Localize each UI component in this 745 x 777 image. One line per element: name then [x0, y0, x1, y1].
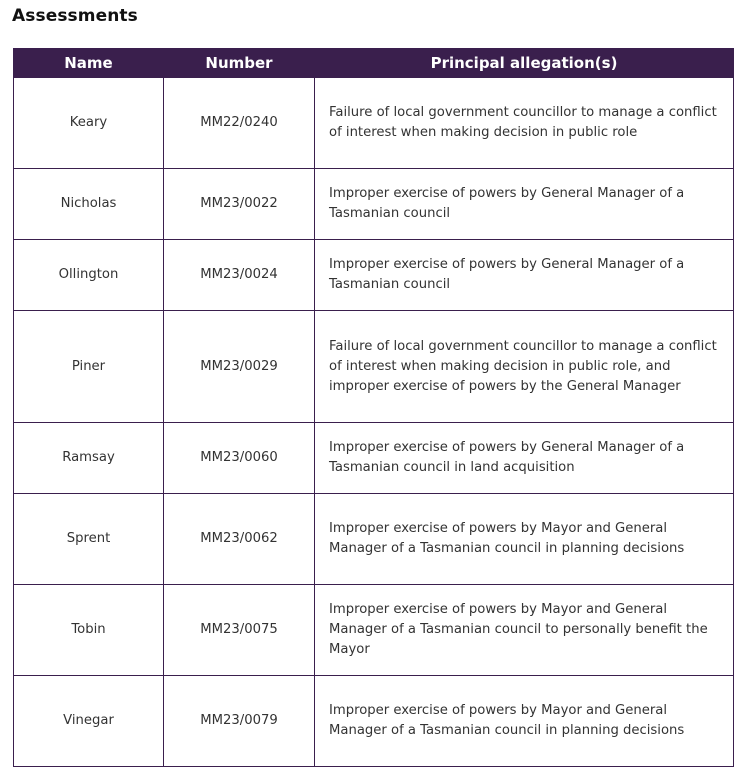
cell-name: Piner — [14, 311, 164, 423]
assessments-table — [13, 48, 734, 767]
table-row — [14, 494, 734, 585]
cell-allegation: Improper exercise of powers by Mayor and General Manager of a Tasmanian council to personally benefit the Mayor — [315, 585, 734, 676]
cell-number: MM23/0060 — [164, 423, 315, 494]
cell-name: Ollington — [14, 240, 164, 311]
cell-allegation: Improper exercise of powers by General Manager of a Tasmanian council — [315, 240, 734, 311]
header-allegation: Principal allegation(s) — [315, 49, 734, 78]
cell-number: MM23/0022 — [164, 169, 315, 240]
cell-allegation: Failure of local government councillor to manage a conflict of interest when making decision in public role, and improper exercise of powers by the General Manager — [315, 311, 734, 423]
cell-allegation: Failure of local government councillor to manage a conflict of interest when making decision in public role — [315, 78, 734, 169]
table-row — [14, 585, 734, 676]
cell-number: MM23/0062 — [164, 494, 315, 585]
header-number: Number — [164, 49, 315, 78]
table-row — [14, 78, 734, 169]
header-name: Name — [14, 49, 164, 78]
table-header-row — [14, 49, 734, 78]
cell-number: MM23/0029 — [164, 311, 315, 423]
table-row — [14, 676, 734, 767]
cell-allegation: Improper exercise of powers by Mayor and General Manager of a Tasmanian council in planning decisions — [315, 494, 734, 585]
cell-name: Nicholas — [14, 169, 164, 240]
table-row — [14, 169, 734, 240]
cell-allegation: Improper exercise of powers by Mayor and General Manager of a Tasmanian council in planning decisions — [315, 676, 734, 767]
cell-number: MM23/0075 — [164, 585, 315, 676]
cell-number: MM22/0240 — [164, 78, 315, 169]
table-row — [14, 311, 734, 423]
table-row — [14, 423, 734, 494]
cell-name: Keary — [14, 78, 164, 169]
cell-name: Tobin — [14, 585, 164, 676]
cell-allegation: Improper exercise of powers by General Manager of a Tasmanian council in land acquisition — [315, 423, 734, 494]
cell-allegation: Improper exercise of powers by General Manager of a Tasmanian council — [315, 169, 734, 240]
cell-name: Sprent — [14, 494, 164, 585]
cell-number: MM23/0024 — [164, 240, 315, 311]
cell-number: MM23/0079 — [164, 676, 315, 767]
table-row — [14, 240, 734, 311]
cell-name: Ramsay — [14, 423, 164, 494]
cell-name: Vinegar — [14, 676, 164, 767]
section-title: Assessments — [12, 6, 138, 26]
